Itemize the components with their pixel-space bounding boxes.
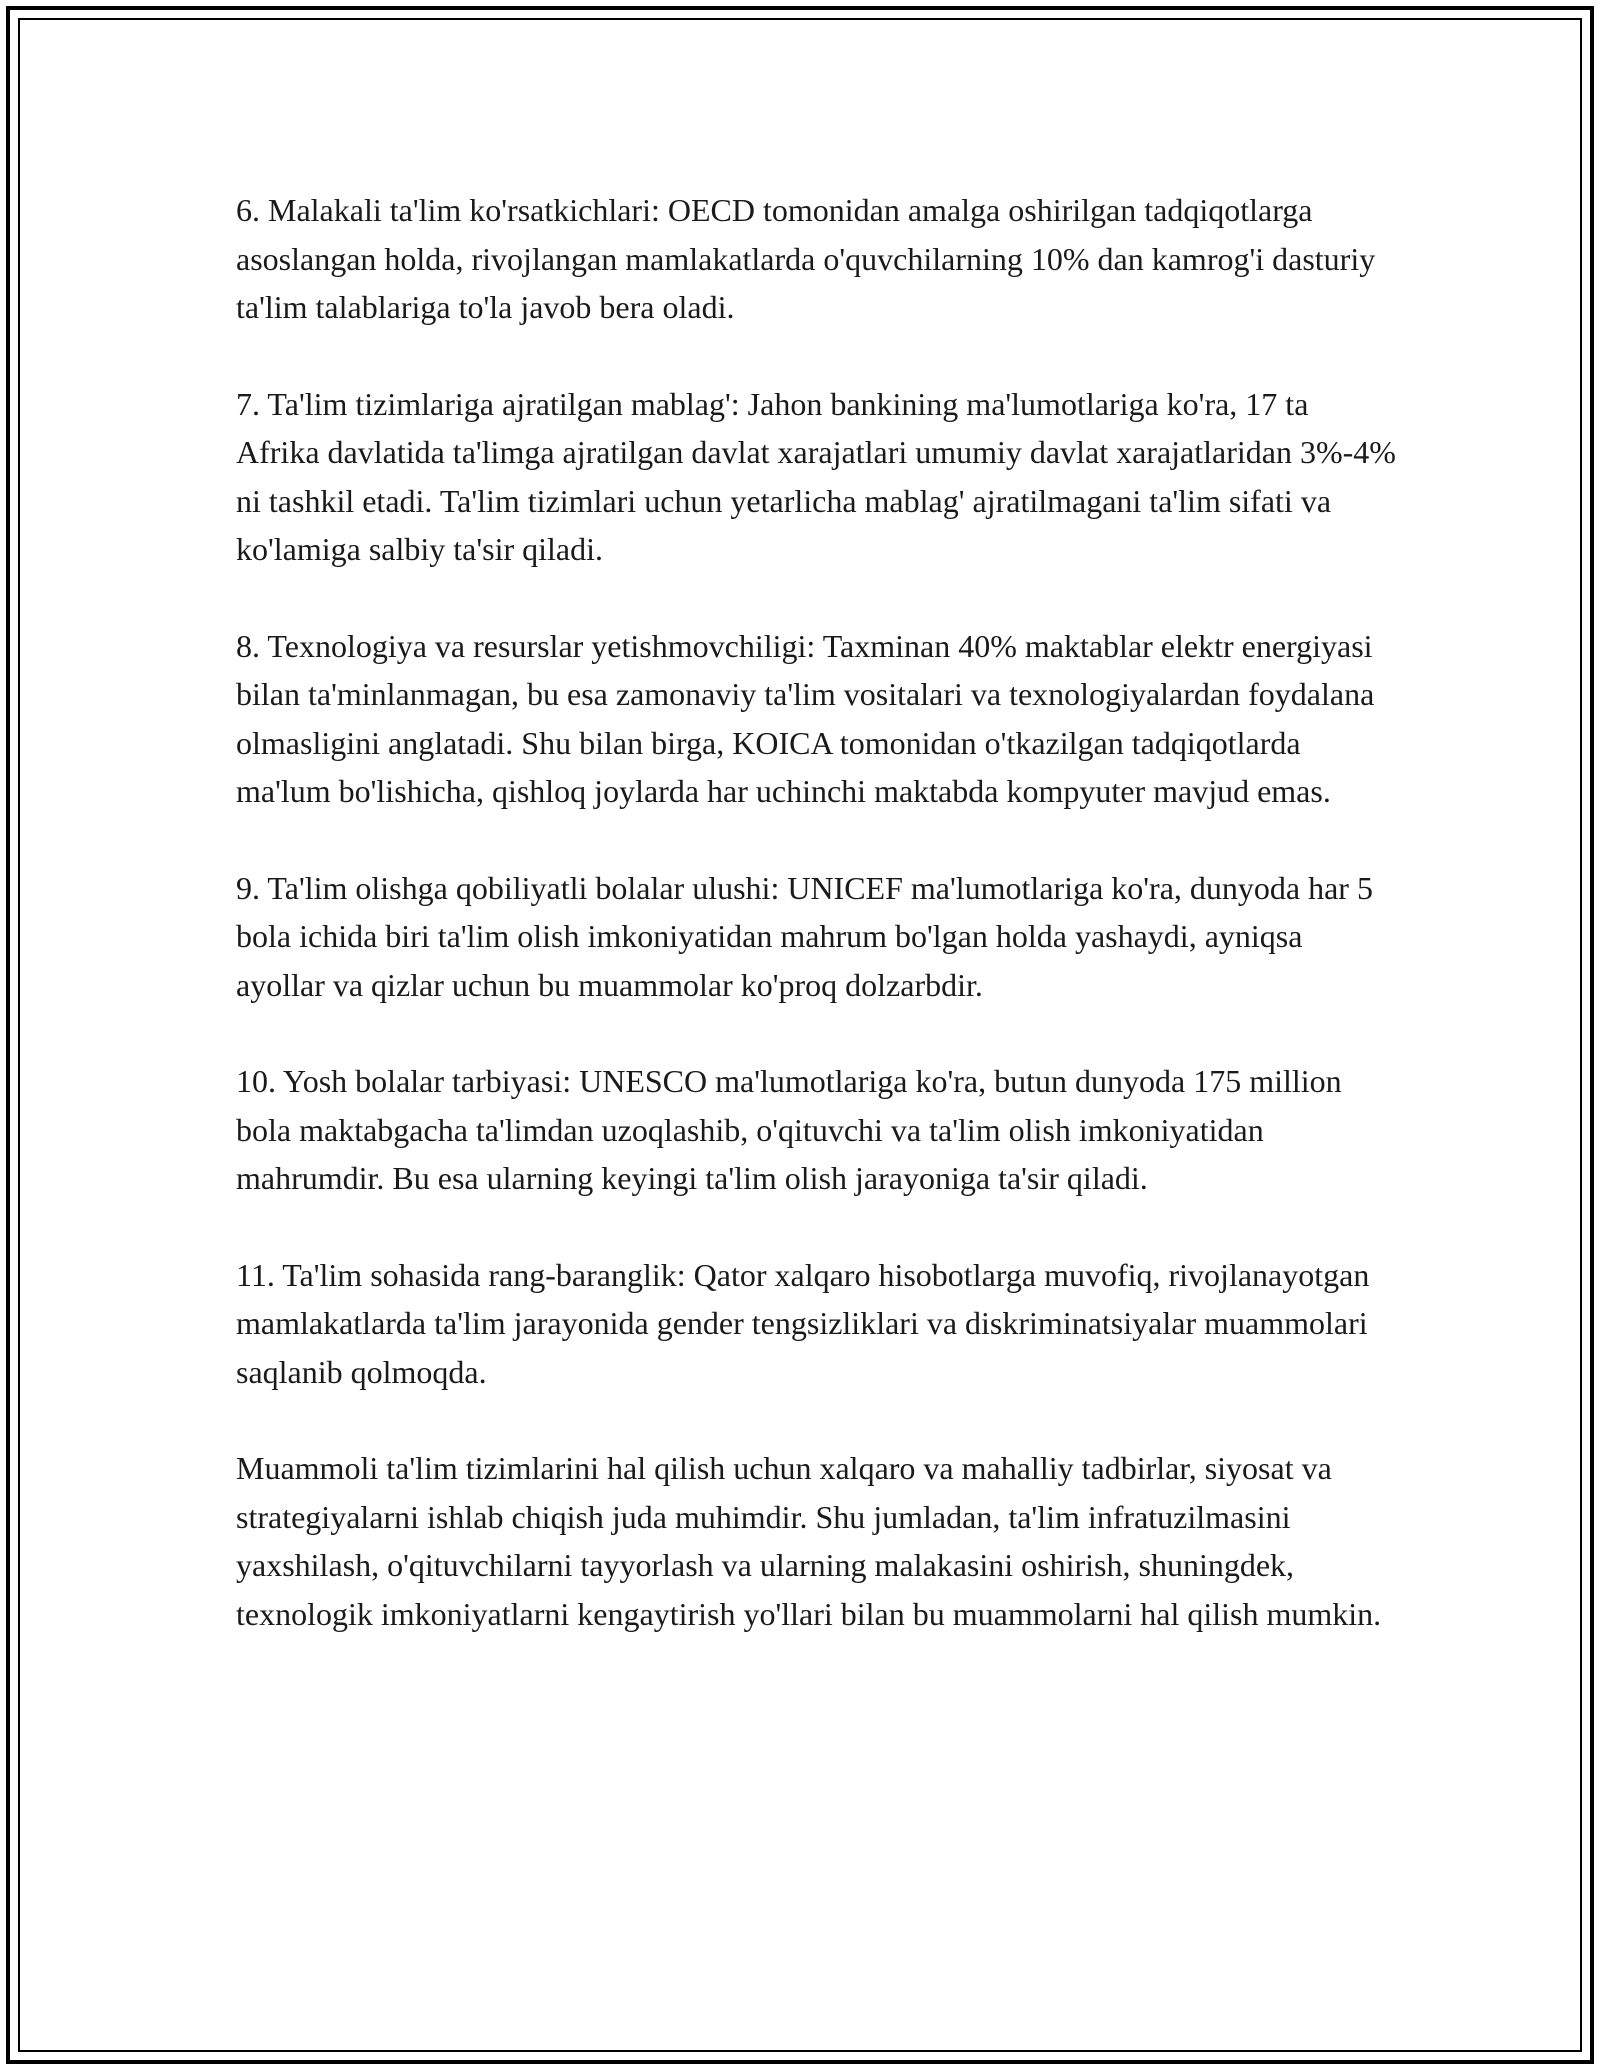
- paragraph-conclusion: Muammoli ta'lim tizimlarini hal qilish uchun xalqaro va mahalliy tadbirlar, siyosat va strategiyalarni ishlab chiqish juda muhimdir. Shu jumladan, ta'lim infratuzilmasini yaxshilash, o'qituvchilarni tayyorlash va ularning malakasini oshirish, shuningdek, texnologik imkoniyatlarni kengaytirish yo'llari bilan bu muammolarni hal qilish mumkin.: [236, 1450, 1382, 1632]
- paragraph-item-9: 9. Ta'lim olishga qobiliyatli bolalar ulushi: UNICEF ma'lumotlariga ko'ra, dunyoda har 5 bola ichida biri ta'lim olish imkoniyatidan mahrum bo'lgan holda yashaydi, ayniqsa ayollar va qizlar uchun bu muammolar ko'proq dolzarbdir.: [236, 869, 1373, 1003]
- paragraph-item-6: 6. Malakali ta'lim ko'rsatkichlari: OECD tomonidan amalga oshirilgan tadqiqotlarga asoslangan holda, rivojlangan mamlakatlarda o'quvchilarning 10% dan kamrog'i dasturiy ta'lim talablariga to'la javob bera oladi.: [236, 192, 1376, 325]
- paragraph-item-10: 10. Yosh bolalar tarbiyasi: UNESCO ma'lumotlariga ko'ra, butun dunyoda 175 million bola maktabgacha ta'limdan uzoqlashib, o'qituvchi va ta'lim olish imkoniyatidan mahrumdir. Bu esa ularning keyingi ta'lim olish jarayoniga ta'sir qiladi.: [236, 1063, 1342, 1196]
- paragraph-item-11: 11. Ta'lim sohasida rang-baranglik: Qator xalqaro hisobotlarga muvofiq, rivojlanayotgan mamlakatlarda ta'lim jarayonida gender tengsizliklari va diskriminatsiyalar muammolari saqlanib qolmoqda.: [236, 1256, 1370, 1390]
- paragraph-item-7: 7. Ta'lim tizimlariga ajratilgan mablag': Jahon bankining ma'lumotlariga ko'ra, 17 ta Afrika davlatida ta'limga ajratilgan davlat xarajatlari umumiy davlat xarajatlaridan 3%-4% ni tashkil etadi. Ta'lim tizimlari uchun yetarlicha mablag' ajratilmagani ta'lim sifati va ko'lamiga salbiy ta'sir qiladi.: [236, 385, 1396, 567]
- document-body: [236, 186, 1396, 1638]
- paragraph-item-8: 8. Texnologiya va resurslar yetishmovchiligi: Taxminan 40% maktablar elektr energiyasi bilan ta'minlanmagan, bu esa zamonaviy ta'lim vositalari va texnologiyalardan foydalana olmasligini anglatadi. Shu bilan birga, KOICA tomonidan o'tkazilgan tadqiqotlarda ma'lum bo'lishicha, qishloq joylarda har uchinchi maktabda kompyuter mavjud emas.: [236, 627, 1375, 809]
